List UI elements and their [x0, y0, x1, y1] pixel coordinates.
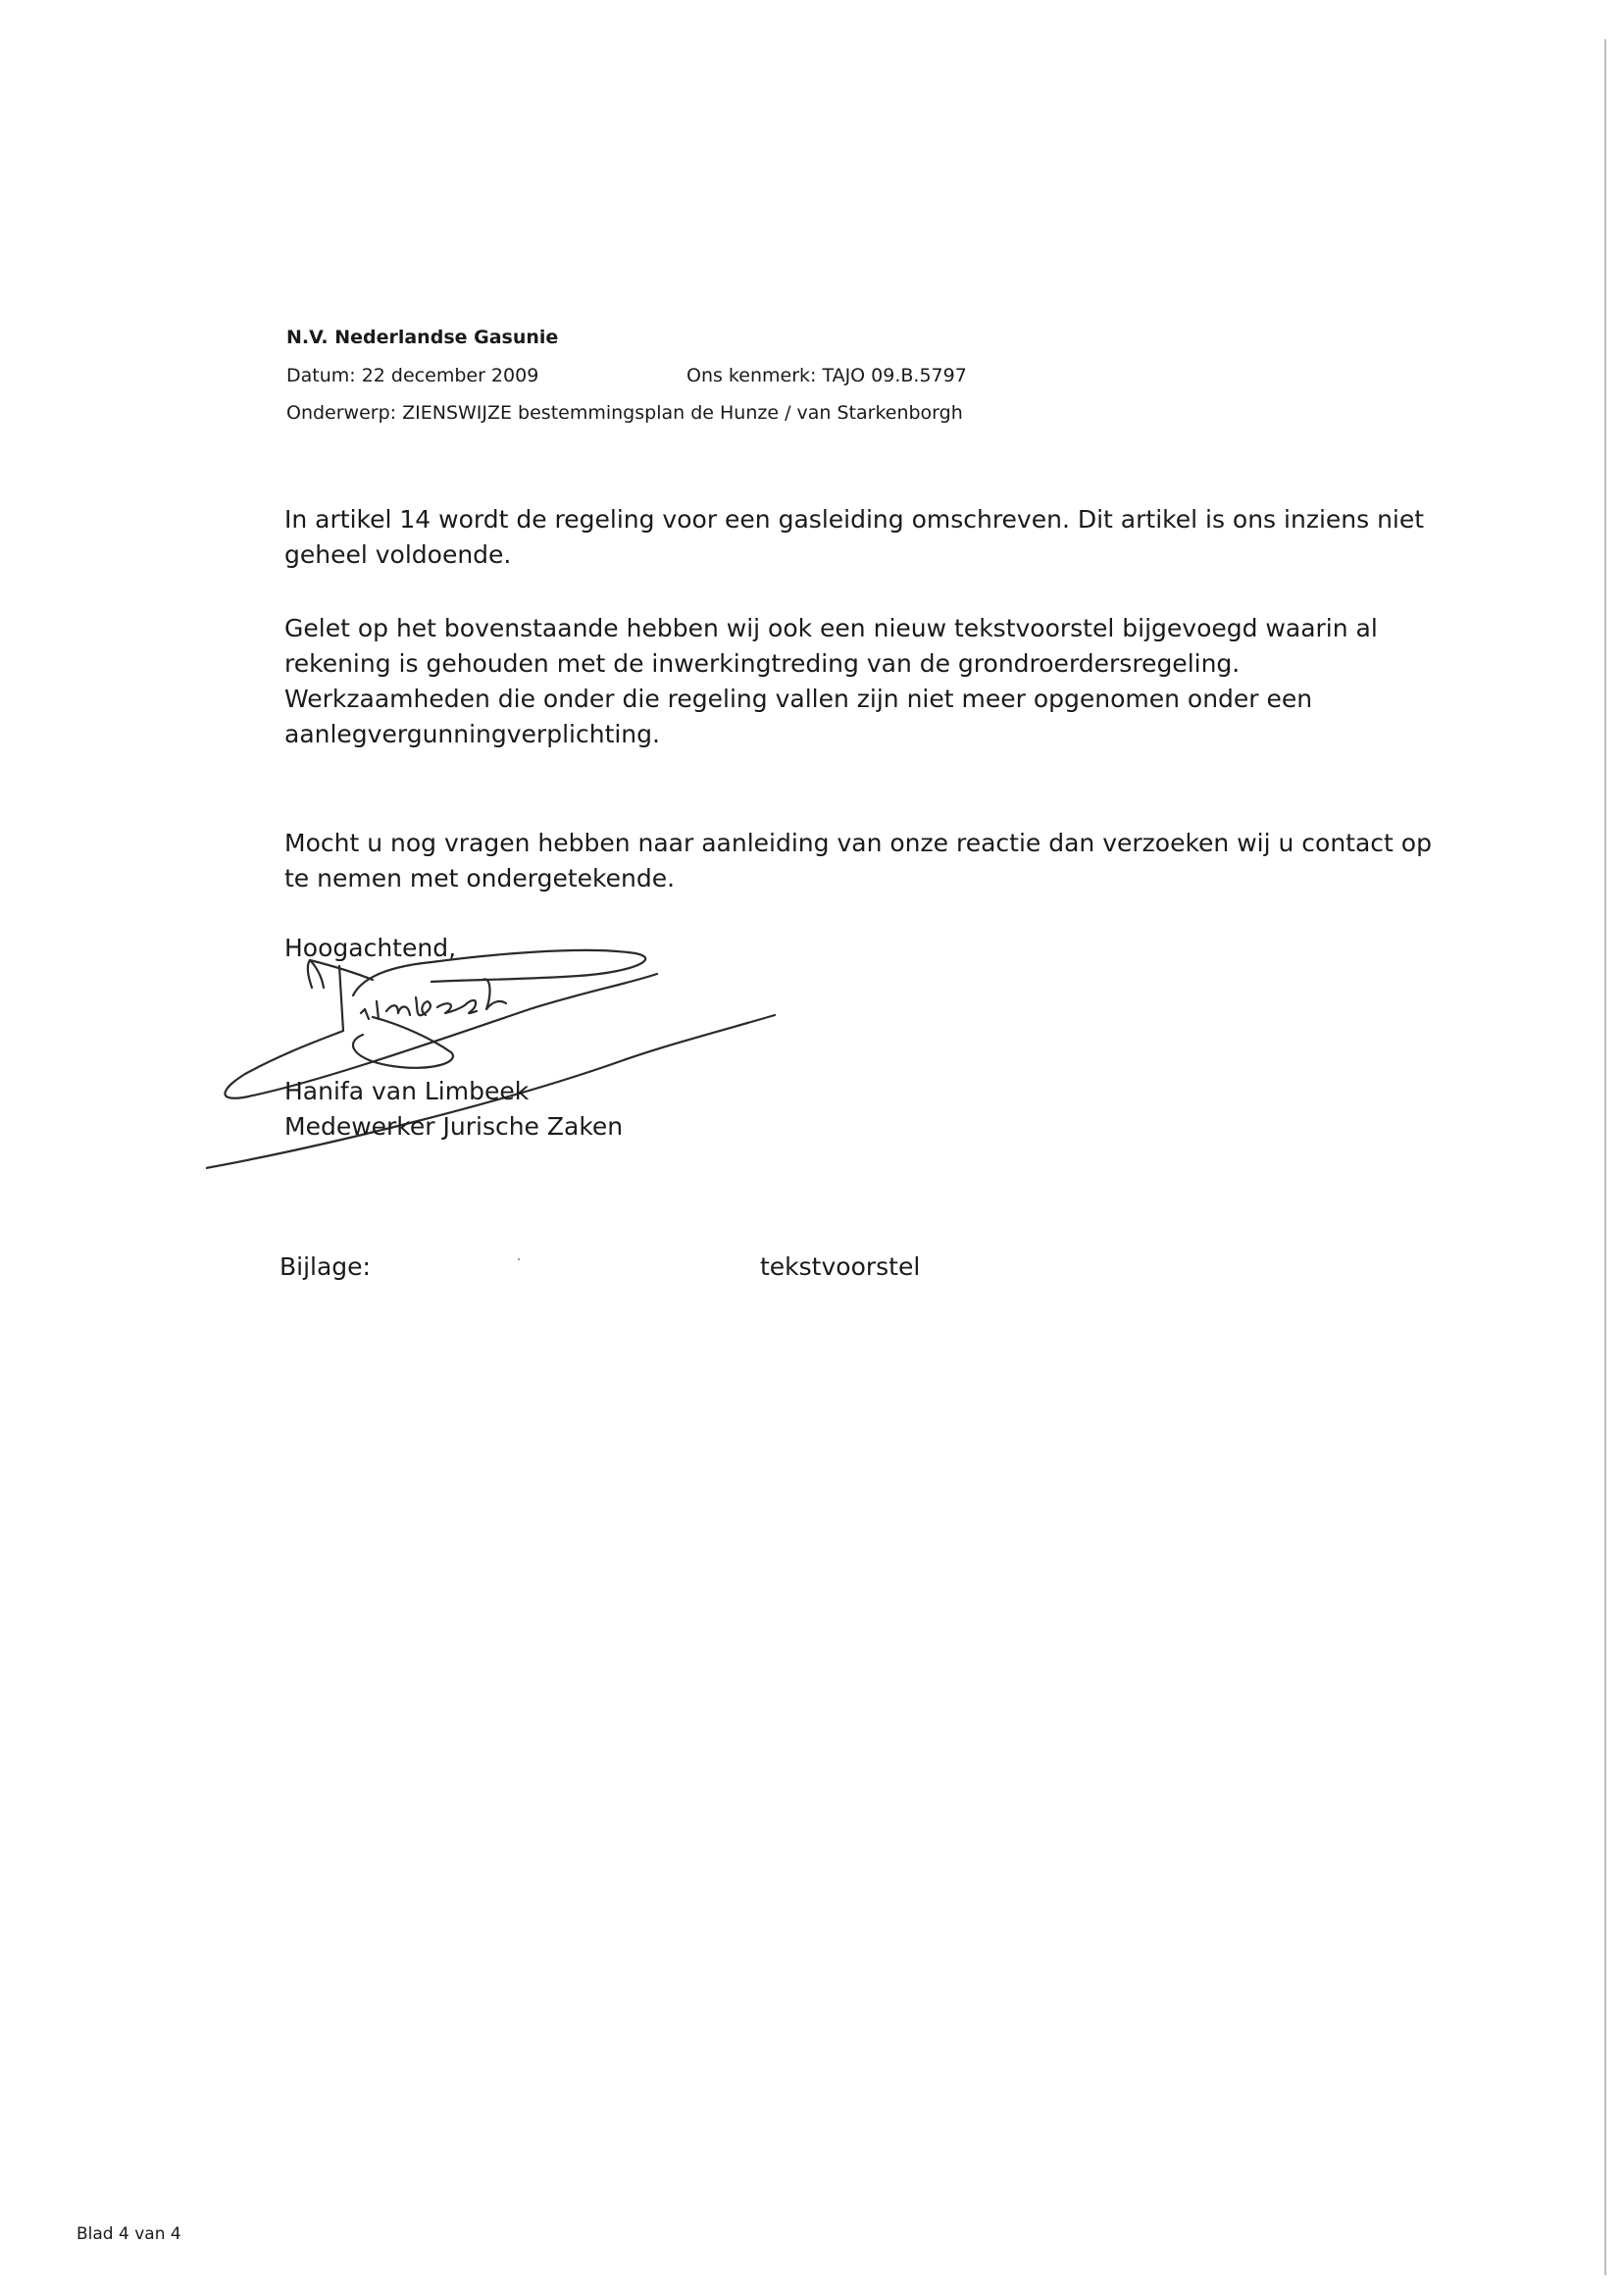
reference-line: Ons kenmerk: TAJO 09.B.5797: [686, 365, 967, 386]
paragraph-contact: [284, 826, 1442, 896]
text-line: rekening is gehouden met de inwerkingtreding van de grondroerdersregeling.: [284, 649, 1241, 678]
paragraph-article-14: [284, 502, 1442, 573]
date-line: Datum: 22 december 2009: [286, 365, 539, 386]
company-name: N.V. Nederlandse Gasunie: [286, 327, 559, 348]
annex-value: tekstvoorstel: [760, 1252, 921, 1281]
paragraph-text-proposal: [284, 611, 1442, 752]
closing-salutation: Hoogachtend,: [284, 934, 457, 962]
page-indicator: Blad 4 van 4: [76, 2224, 181, 2244]
subject-line: Onderwerp: ZIENSWIJZE bestemmingsplan de Hunze / van Starkenborgh: [286, 402, 963, 424]
text-line: te nemen met ondergetekende.: [284, 864, 676, 892]
scan-speck: [518, 1258, 520, 1260]
text-line: Gelet op het bovenstaande hebben wij ook een nieuw tekstvoorstel bijgevoegd waarin al: [284, 614, 1378, 642]
signer-role: Medewerker Jurische Zaken: [284, 1112, 624, 1141]
text-line: Mocht u nog vragen hebben naar aanleiding van onze reactie dan verzoeken wij u contact op: [284, 829, 1432, 857]
text-line: aanlegvergunningverplichting.: [284, 720, 660, 748]
signer-name: Hanifa van Limbeek: [284, 1077, 530, 1105]
text-line: geheel voldoende.: [284, 540, 512, 569]
text-line: Werkzaamheden die onder die regeling vallen zijn niet meer opgenomen onder een: [284, 685, 1313, 713]
annex-label: Bijlage:: [279, 1252, 371, 1281]
scan-edge-line: [1604, 39, 1606, 2275]
text-line: In artikel 14 wordt de regeling voor een gasleiding omschreven. Dit artikel is ons inziens niet: [284, 505, 1425, 534]
